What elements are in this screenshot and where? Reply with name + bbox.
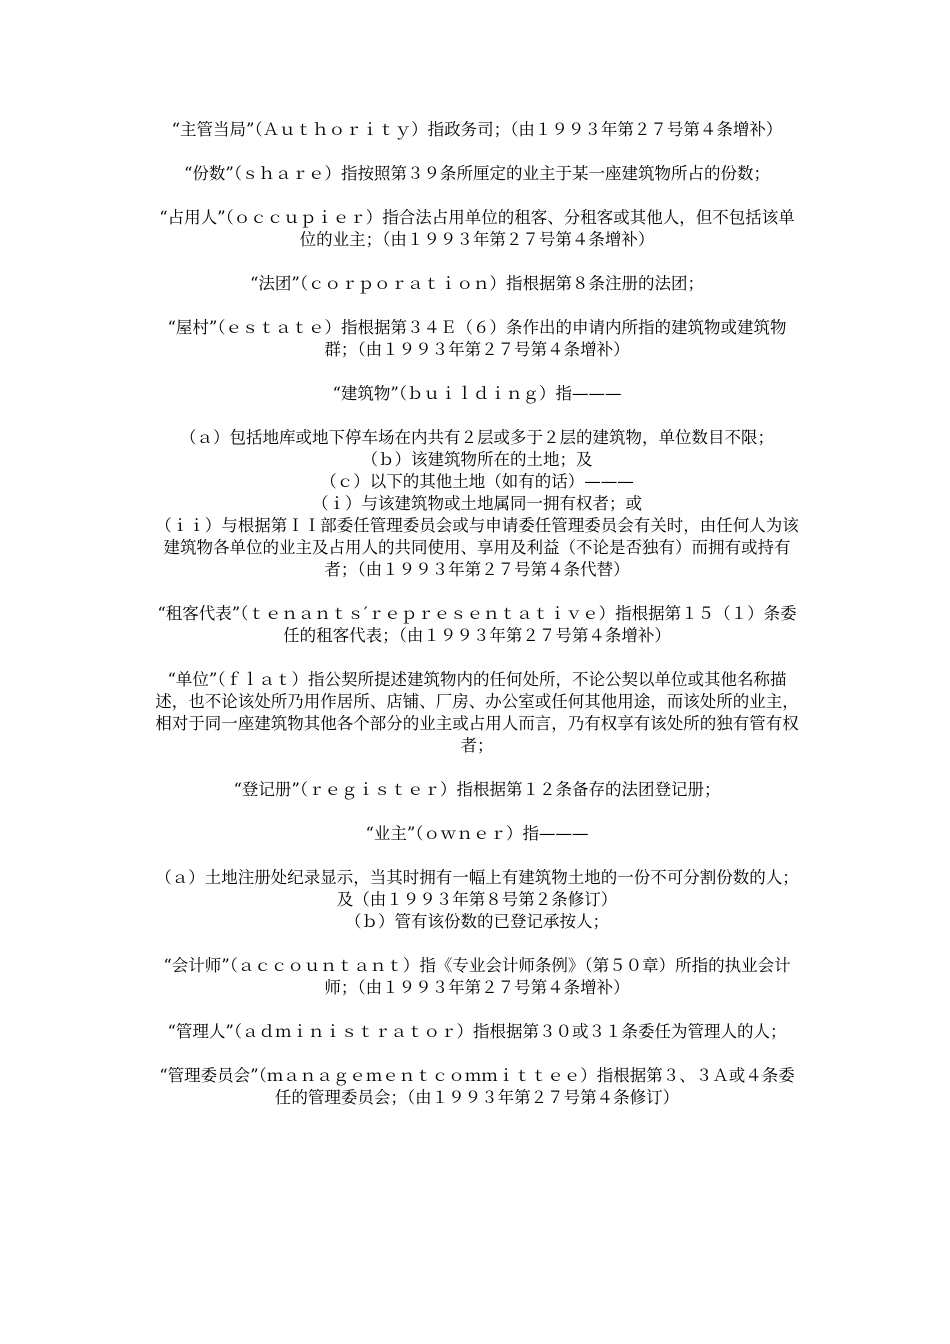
building-item-b: （ｂ）该建筑物所在的土地；及 — [361, 450, 593, 469]
owner-item-a: （ａ）土地注册处纪录显示，当其时拥有一幅上有建筑物土地的一份不可分割份数的人；及（由１９９３年第８号第２条修订） — [155, 868, 799, 909]
building-item-a: （ａ）包括地库或地下停车场在内共有２层或多于２层的建筑物，单位数目不限； — [180, 428, 774, 447]
definition-flat: “单位”（ｆｌａｔ）指公契所提述建筑物内的任何处所，不论公契以单位或其他名称描述，也不论该处所乃用作居所、店铺、厂房、办公室或任何其他用途，而该处所的业主，相对于同一座建筑物其他各个部分的业主或占用人而言，乃有权享有该处所的独有管有权者； — [155, 670, 799, 755]
definition-owner-items — [152, 867, 802, 933]
document-page — [152, 119, 802, 1131]
building-item-c-i: （ｉ）与该建筑物或土地属同一拥有权者；或 — [312, 494, 642, 513]
definition-occupier: “占用人”（ｏｃｃｕｐｉｅｒ）指合法占用单位的租客、分租客或其他人，但不包括该单位的业主；（由１９９３年第２７号第４条增补） — [159, 208, 795, 249]
definition-accountant: “会计师”（ａｃｃｏｕｎｔａｎｔ）指《专业会计师条例》（第５０章）所指的执业会计师；（由１９９３年第２７号第４条增补） — [163, 956, 791, 997]
definition-management-committee: “管理委员会”（ｍａｎａｇｅｍｅｎｔｃｏｍｍｉｔｔｅｅ）指根据第３、３Ａ或４条委任的管理委员会；（由１９９３年第２７号第４条修订） — [159, 1066, 795, 1107]
definition-corporation: “法团”（ｃｏｒｐｏｒａｔｉｏｎ）指根据第８条注册的法团； — [249, 274, 705, 293]
building-item-c: （ｃ）以下的其他土地（如有的话）——— — [320, 472, 634, 491]
definition-share: “份数”（ｓｈａｒｅ）指按照第３９条所厘定的业主于某一座建筑物所占的份数； — [183, 164, 771, 183]
owner-item-b: （ｂ）管有该份数的已登记承按人； — [345, 912, 609, 931]
definition-administrator: “管理人”（ａｄｍｉｎｉｓｔｒａｔｏｒ）指根据第３０或３１条委任为管理人的人； — [167, 1022, 787, 1041]
definition-register: “登记册”（ｒｅｇｉｓｔｅｒ）指根据第１２条备存的法团登记册； — [233, 780, 721, 799]
definition-building-heading: “建筑物”（ｂｕｉｌｄｉｎｇ）指——— — [332, 384, 622, 403]
definition-estate: “屋村”（ｅｓｔａｔｅ）指根据第３４Ｅ（６）条作出的申请内所指的建筑物或建筑物群；（由１９９３年第２７号第４条增补） — [167, 318, 787, 359]
definition-building-items — [152, 427, 802, 581]
building-item-c-ii: （ｉｉ）与根据第ＩＩ部委任管理委员会或与申请委任管理委员会有关时，由任何人为该建筑物各单位的业主及占用人的共同使用、享用及利益（不论是否独有）而拥有或持有者；（由１９９３年第２７号第４条代替） — [155, 516, 799, 579]
definition-authority: “主管当局”（Ａｕｔｈｏｒｉｔｙ）指政务司；（由１９９３年第２７号第４条增补） — [171, 120, 783, 139]
definition-tenants-representative: “租客代表”（ｔｅｎａｎｔｓ′ｒｅｐｒｅｓｅｎｔａｔｉｖｅ）指根据第１５（１）条委任的租客代表；（由１９９３年第２７号第４条增补） — [157, 604, 797, 645]
definition-owner-heading: “业主”（ｏｗｎｅｒ）指——— — [365, 824, 589, 843]
